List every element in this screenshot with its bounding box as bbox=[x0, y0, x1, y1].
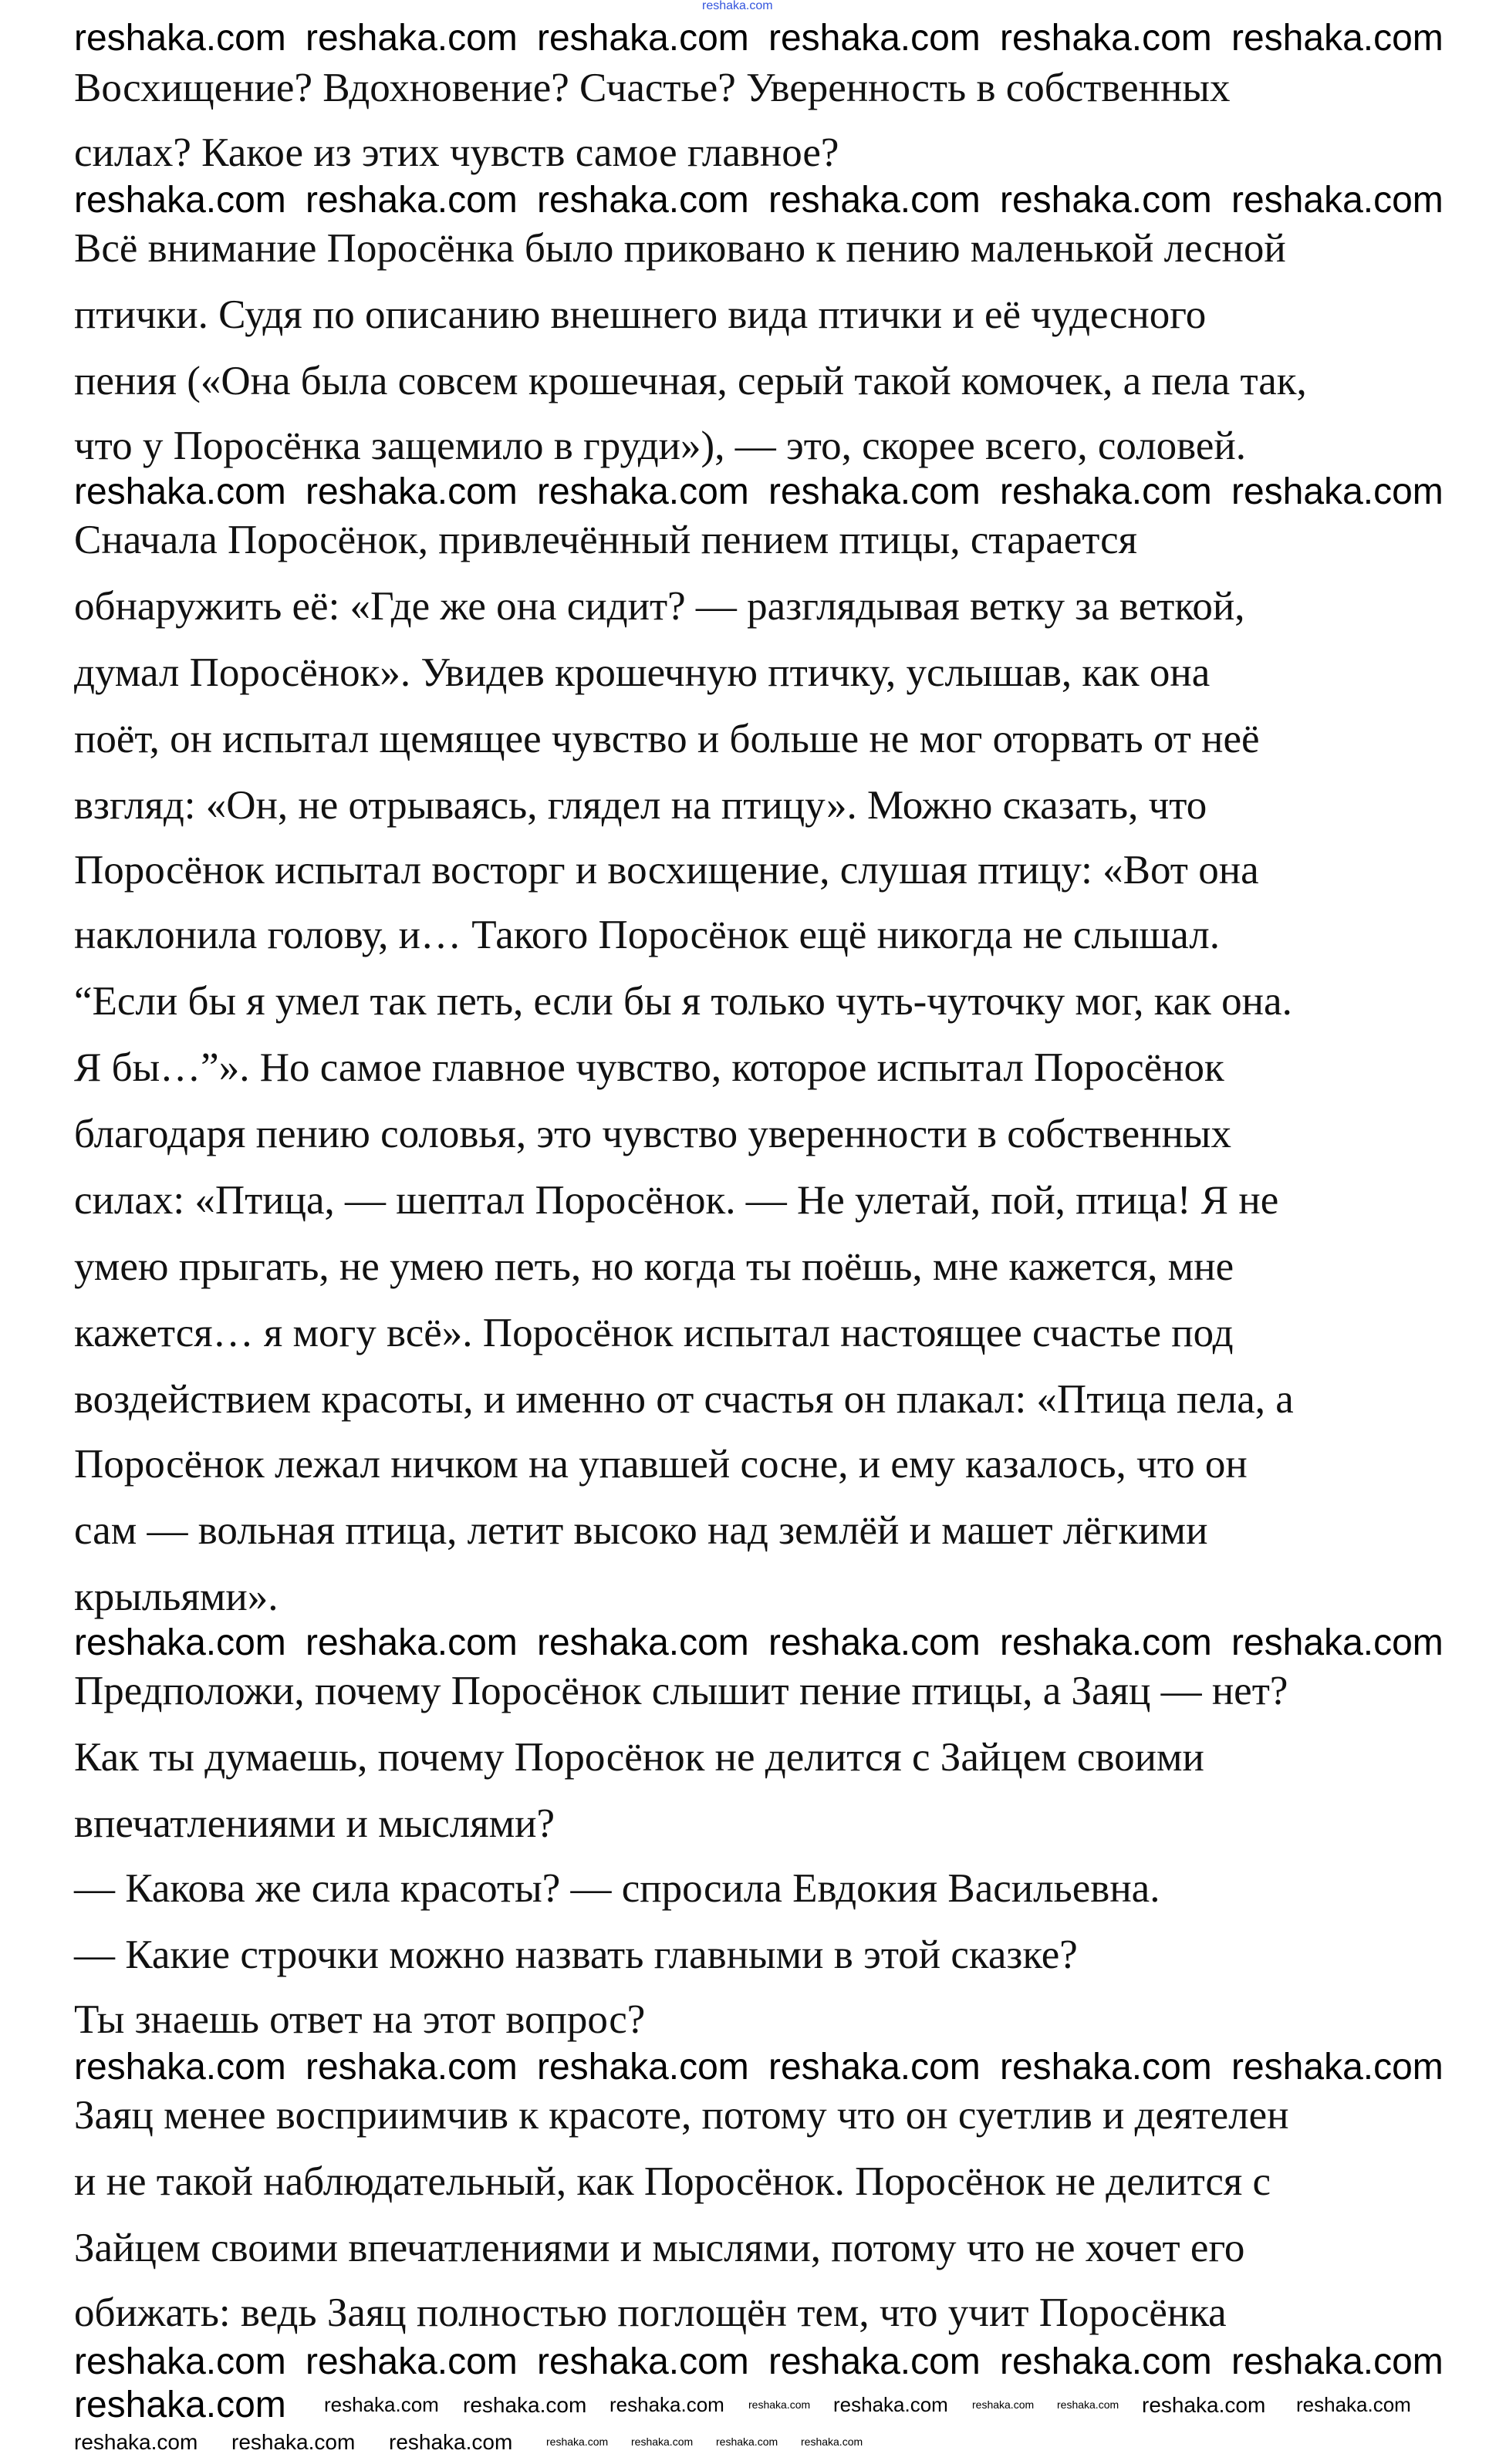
text-line: что у Поросёнка защемило в груди»), — это, скорее всего, соловей. bbox=[74, 424, 1246, 468]
watermark: reshaka.com bbox=[768, 18, 981, 59]
watermark: reshaka.com bbox=[833, 2393, 948, 2416]
watermark: reshaka.com bbox=[306, 2047, 518, 2088]
watermark: reshaka.com bbox=[768, 2047, 981, 2088]
watermark: reshaka.com bbox=[768, 2341, 981, 2382]
watermark: reshaka.com bbox=[74, 1622, 286, 1663]
watermark: reshaka.com bbox=[716, 2435, 778, 2448]
watermark: reshaka.com bbox=[537, 1622, 749, 1663]
watermark: reshaka.com bbox=[537, 2341, 749, 2382]
watermark: reshaka.com bbox=[74, 471, 286, 512]
watermark: reshaka.com bbox=[537, 18, 749, 59]
watermark: reshaka.com bbox=[74, 2341, 286, 2382]
text-line: крыльями». bbox=[74, 1575, 279, 1619]
text-line: наклонила голову, и… Такого Поросёнок ещё никогда не слышал. bbox=[74, 913, 1220, 957]
text-line: Я бы…”». Но самое главное чувство, которое испытал Поросёнок bbox=[74, 1045, 1224, 1090]
watermark: reshaka.com bbox=[748, 2398, 811, 2411]
watermark: reshaka.com bbox=[1000, 18, 1212, 59]
text-line: взгляд: «Он, не отрываясь, глядел на птицу». Можно сказать, что bbox=[74, 783, 1207, 828]
watermark: reshaka.com bbox=[768, 1622, 981, 1663]
watermark: reshaka.com bbox=[1231, 471, 1444, 512]
watermark: reshaka.com bbox=[74, 2385, 286, 2425]
text-line: Сначала Поросёнок, привлечённый пением птицы, старается bbox=[74, 518, 1137, 562]
watermark: reshaka.com bbox=[768, 180, 981, 221]
text-line: и не такой наблюдательный, как Поросёнок. Поросёнок не делится с bbox=[74, 2159, 1271, 2204]
text-line: поёт, он испытал щемящее чувство и больше не мог оторвать от неё bbox=[74, 717, 1260, 761]
text-line: Предположи, почему Поросёнок слышит пение птицы, а Заяц — нет? bbox=[74, 1669, 1288, 1713]
watermark: reshaka.com bbox=[1000, 2341, 1212, 2382]
watermark: reshaka.com bbox=[1000, 180, 1212, 221]
text-line: пения («Она была совсем крошечная, серый такой комочек, а пела так, bbox=[74, 359, 1307, 403]
watermark: reshaka.com bbox=[537, 2047, 749, 2088]
watermark: reshaka.com bbox=[1231, 180, 1444, 221]
text-line: думал Поросёнок». Увидев крошечную птичку, услышав, как она bbox=[74, 650, 1211, 695]
watermark: reshaka.com bbox=[1000, 2047, 1212, 2088]
watermark: reshaka.com bbox=[1142, 2393, 1266, 2417]
text-line: птички. Судя по описанию внешнего вида птички и её чудесного bbox=[74, 292, 1207, 337]
text-line: “Если бы я умел так петь, если бы я только чуть-чуточку мог, как она. bbox=[74, 979, 1292, 1024]
text-line: обижать: ведь Заяц полностью поглощён тем, что учит Поросёнка bbox=[74, 2290, 1227, 2335]
watermark: reshaka.com bbox=[306, 180, 518, 221]
watermark: reshaka.com bbox=[1296, 2393, 1411, 2416]
text-line: — Какие строчки можно назвать главными в этой сказке? bbox=[74, 1932, 1078, 1977]
text-line: Зайцем своими впечатлениями и мыслями, потому что не хочет его bbox=[74, 2226, 1245, 2270]
text-line: силах: «Птица, — шептал Поросёнок. — Не улетай, пой, птица! Я не bbox=[74, 1178, 1279, 1223]
watermark: reshaka.com bbox=[74, 180, 286, 221]
watermark: reshaka.com bbox=[306, 1622, 518, 1663]
text-line: Поросёнок испытал восторг и восхищение, слушая птицу: «Вот она bbox=[74, 848, 1259, 893]
watermark: reshaka.com bbox=[74, 18, 286, 59]
watermark: reshaka.com bbox=[631, 2435, 694, 2448]
watermark: reshaka.com bbox=[1231, 2047, 1444, 2088]
watermark: reshaka.com bbox=[306, 471, 518, 512]
text-line: воздействием красоты, и именно от счастья он плакал: «Птица пела, а bbox=[74, 1377, 1294, 1422]
text-line: умею прыгать, не умею петь, но когда ты поёшь, мне кажется, мне bbox=[74, 1244, 1234, 1289]
watermark: reshaka.com bbox=[389, 2430, 513, 2454]
watermark: reshaka.com bbox=[1231, 18, 1444, 59]
watermark: reshaka.com bbox=[801, 2435, 863, 2448]
text-line: — Какова же сила красоты? — спросила Евдокия Васильевна. bbox=[74, 1866, 1160, 1911]
text-line: Как ты думаешь, почему Поросёнок не делится с Зайцем своими bbox=[74, 1735, 1204, 1780]
watermark: reshaka.com bbox=[537, 180, 749, 221]
watermark: reshaka.com bbox=[1231, 2341, 1444, 2382]
watermark: reshaka.com bbox=[74, 2430, 198, 2454]
text-line: кажется… я могу всё». Поросёнок испытал настоящее счастье под bbox=[74, 1311, 1234, 1355]
text-line: Поросёнок лежал ничком на упавшей сосне, и ему казалось, что он bbox=[74, 1442, 1248, 1487]
text-line: впечатлениями и мыслями? bbox=[74, 1801, 555, 1846]
text-line: обнаружить её: «Где же она сидит? — разглядывая ветку за веткой, bbox=[74, 584, 1245, 629]
watermark: reshaka.com bbox=[1057, 2398, 1119, 2411]
watermark: reshaka.com bbox=[1231, 1622, 1444, 1663]
watermark: reshaka.com bbox=[324, 2393, 439, 2416]
watermark: reshaka.com bbox=[1000, 1622, 1212, 1663]
watermark: reshaka.com bbox=[306, 2341, 518, 2382]
text-line: силах? Какое из этих чувств самое главное? bbox=[74, 130, 839, 175]
watermark: reshaka.com bbox=[609, 2393, 724, 2416]
text-line: Ты знаешь ответ на этот вопрос? bbox=[74, 1997, 646, 2042]
watermark: reshaka.com bbox=[768, 471, 981, 512]
text-line: Восхищение? Вдохновение? Счастье? Уверенность в собственных bbox=[74, 66, 1231, 110]
watermark: reshaka.com bbox=[1000, 471, 1212, 512]
text-line: сам — вольная птица, летит высоко над землёй и машет лёгкими bbox=[74, 1508, 1208, 1553]
watermark: reshaka.com bbox=[231, 2430, 356, 2454]
text-line: благодаря пению соловья, это чувство уверенности в собственных bbox=[74, 1112, 1231, 1156]
watermark: reshaka.com bbox=[702, 0, 773, 12]
watermark: reshaka.com bbox=[537, 471, 749, 512]
text-line: Заяц менее восприимчив к красоте, потому что он суетлив и деятелен bbox=[74, 2093, 1289, 2138]
watermark: reshaka.com bbox=[463, 2393, 587, 2417]
watermark: reshaka.com bbox=[74, 2047, 286, 2088]
watermark: reshaka.com bbox=[972, 2398, 1035, 2411]
watermark: reshaka.com bbox=[306, 18, 518, 59]
watermark: reshaka.com bbox=[546, 2435, 609, 2448]
text-line: Всё внимание Поросёнка было приковано к пению маленькой лесной bbox=[74, 226, 1286, 271]
